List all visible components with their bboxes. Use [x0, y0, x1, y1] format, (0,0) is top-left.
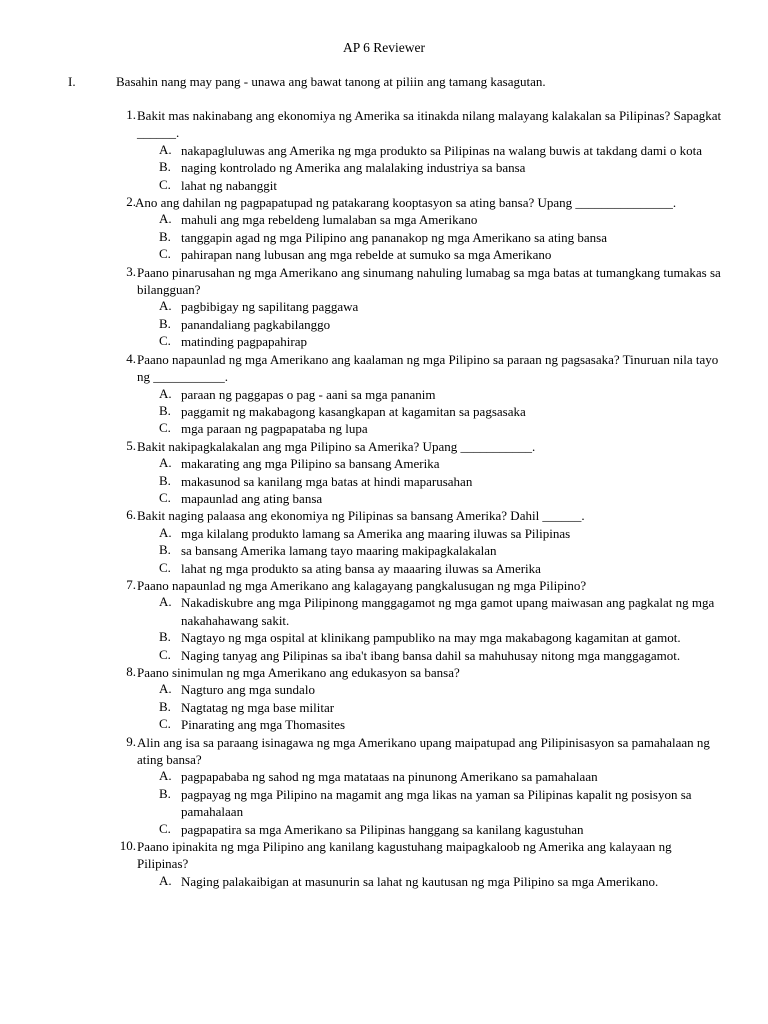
choice-letter: B. [159, 629, 171, 645]
question-number: 3. [126, 263, 136, 279]
question-item [0, 438, 768, 508]
choice-letter: B. [159, 542, 171, 558]
question-number: 1. [126, 107, 136, 122]
question-text: Alin ang isa sa paraang isinagawa ng mga Amerikano upang maipatupad ang Pilipinisasyon sa pamahalaan ng ating bansa? [137, 734, 710, 768]
choice-text: lahat ng mga produkto sa ating bansa ay maaaring iluwas sa Amerika [181, 560, 541, 576]
choice-text: mapaunlad ang ating bansa [181, 490, 323, 506]
question-text: Paano pinarusahan ng mga Amerikano ang sinumang nahuling lumabag sa mga batas at tumangkang tumakas sa bilangguan? [137, 264, 721, 298]
choice-item [0, 647, 768, 664]
question-number: 5. [126, 437, 136, 453]
choice-item [0, 298, 768, 315]
choice-letter: A. [159, 298, 172, 314]
choice-text: mga kilalang produkto lamang sa Amerika ang maaring iluwas sa Pilipinas [181, 525, 571, 541]
choice-letter: C. [159, 489, 171, 505]
choice-item [0, 473, 768, 490]
choice-letter: A. [159, 681, 172, 697]
choice-text: paggamit ng makabagong kasangkapan at kagamitan sa pagsasaka [181, 403, 526, 419]
choice-letter: C. [159, 246, 171, 262]
choice-list [0, 298, 768, 350]
choice-list [0, 455, 768, 507]
choice-item [0, 768, 768, 785]
choice-letter: B. [159, 315, 171, 331]
choice-list [0, 768, 768, 838]
choice-item [0, 681, 768, 698]
choice-text: sa bansang Amerika lamang tayo maaring makipagkalakalan [181, 543, 497, 559]
choice-letter: C. [159, 176, 171, 192]
choice-text: tanggapin agad ng mga Pilipino ang pananakop ng mga Amerikano sa ating bansa [181, 229, 608, 245]
choice-text: makarating ang mga Pilipino sa bansang Amerika [181, 456, 440, 472]
question-number: 6. [126, 507, 136, 523]
choice-item [0, 716, 768, 733]
choice-text: Pinarating ang mga Thomasites [181, 717, 346, 733]
section-numeral: I. [68, 74, 76, 89]
choice-list [0, 594, 768, 664]
choice-item [0, 142, 768, 159]
question-item [0, 194, 768, 264]
question-text: Bakit naging palaasa ang ekonomiya ng Pilipinas sa bansang Amerika? Dahil ______. [137, 508, 585, 524]
choice-text: Nagturo ang mga sundalo [181, 682, 315, 698]
question-text: Paano napaunlad ng mga Amerikano ang kalagayang pangkalusugan ng mga Pilipino? [137, 577, 587, 593]
question-item [0, 107, 768, 194]
choice-letter: B. [159, 228, 171, 244]
choice-letter: A. [159, 141, 172, 157]
choice-item [0, 629, 768, 646]
question-item [0, 664, 768, 734]
question-number: 8. [126, 664, 136, 679]
choice-text: pagpapababa ng sahod ng mga matataas na pinunong Amerikano sa pamahalaan [181, 769, 598, 785]
choice-letter: A. [159, 594, 172, 610]
question-number: 9. [126, 733, 136, 749]
choice-text: Nagtatag ng mga base militar [181, 699, 335, 715]
choice-text: Naging tanyag ang Pilipinas sa iba't ibang bansa dahil sa mahuhusay nitong mga manggagamot. [181, 647, 681, 663]
choice-text: pagpayag ng mga Pilipino na magamit ang mga likas na yaman sa Pilipinas kapalit ng posisyon sa pamahalaan [181, 786, 692, 820]
question-item [0, 577, 768, 664]
choice-letter: A. [159, 455, 172, 471]
choice-letter: A. [159, 872, 172, 888]
choice-text: matinding pagpapahirap [181, 334, 307, 350]
question-text: Paano sinimulan ng mga Amerikano ang edukasyon sa bansa? [137, 665, 460, 680]
choice-item [0, 211, 768, 228]
choice-item [0, 333, 768, 350]
question-text: Paano napaunlad ng mga Amerikano ang kaalaman ng mga Pilipino sa paraan ng pagsasaka? Tinuruan nila tayo ng ___________. [137, 351, 719, 385]
choice-letter: A. [159, 385, 172, 401]
choice-letter: C. [159, 420, 171, 436]
choice-letter: B. [159, 785, 171, 801]
choice-text: makasunod sa kanilang mga batas at hindi maparusahan [181, 473, 473, 489]
choice-item [0, 455, 768, 472]
choice-item [0, 594, 768, 629]
choice-item [0, 699, 768, 716]
choice-text: Nagtayo ng mga ospital at klinikang pampubliko na may mga makabagong kagamitan at gamot. [181, 630, 681, 646]
choice-text: nakapagluluwas ang Amerika ng mga produkto sa Pilipinas na walang buwis at takdang dami o kota [181, 142, 702, 158]
question-number: 10. [119, 838, 136, 854]
question-number: 4. [126, 350, 136, 366]
question-text: Bakit nakipagkalakalan ang mga Pilipino sa Amerika? Upang ___________. [137, 438, 536, 454]
choice-letter: B. [159, 159, 171, 175]
question-list [0, 107, 768, 890]
choice-letter: A. [159, 211, 172, 227]
choice-text: mahuli ang mga rebeldeng lumalaban sa mga Amerikano [181, 212, 478, 228]
question-item [0, 838, 768, 890]
choice-letter: B. [159, 472, 171, 488]
choice-item [0, 525, 768, 542]
question-number: 2. [126, 194, 136, 210]
choice-list [0, 681, 768, 733]
choice-list [0, 386, 768, 438]
choice-item [0, 177, 768, 194]
choice-text: Naging palakaibigan at masunurin sa lahat ng kautusan ng mga Pilipino sa mga Amerikano. [181, 873, 659, 889]
choice-item [0, 542, 768, 559]
choice-letter: B. [159, 402, 171, 418]
choice-item [0, 316, 768, 333]
choice-item [0, 246, 768, 263]
choice-item [0, 821, 768, 838]
section-instruction: Basahin nang may pang - unawa ang bawat tanong at piliin ang tamang kasagutan. [116, 74, 546, 89]
question-text: Ano ang dahilan ng pagpapatupad ng patakarang kooptasyon sa ating bansa? Upang _______________. [135, 195, 677, 211]
choice-item [0, 490, 768, 507]
question-text: Bakit mas nakinabang ang ekonomiya ng Amerika sa itinakda nilang malayang kalakalan sa Pilipinas? Sapagkat ______. [137, 108, 722, 141]
choice-item [0, 420, 768, 437]
choice-text: mga paraan ng pagpapataba ng lupa [181, 421, 368, 437]
choice-item [0, 873, 768, 890]
choice-text: lahat ng nabanggit [181, 177, 278, 193]
question-item [0, 734, 768, 838]
choice-letter: C. [159, 559, 171, 575]
choice-text: panandaliang pagkabilanggo [181, 316, 331, 332]
choice-text: paraan ng paggapas o pag - aani sa mga pananim [181, 386, 436, 402]
choice-item [0, 786, 768, 821]
choice-text: Nakadiskubre ang mga Pilipinong manggagamot ng mga gamot upang maiwasan ang pagkalat ng mga nakahahawang sakit. [181, 595, 715, 628]
choice-letter: C. [159, 646, 171, 662]
question-item [0, 351, 768, 438]
choice-text: pagpapatira sa mga Amerikano sa Pilipinas hanggang sa kanilang kagustuhan [181, 821, 584, 837]
question-text: Paano ipinakita ng mga Pilipino ang kanilang kagustuhang maipagkaloob ng Amerika ang kalayaan ng Pilipinas? [137, 839, 672, 872]
choice-item [0, 159, 768, 176]
choice-list [0, 211, 768, 263]
question-item [0, 264, 768, 351]
choice-letter: A. [159, 524, 172, 540]
choice-letter: B. [159, 698, 171, 714]
choice-text: naging kontrolado ng Amerika ang malalaking industriya sa bansa [181, 160, 526, 176]
choice-letter: A. [159, 768, 172, 784]
choice-item [0, 229, 768, 246]
question-number: 7. [126, 576, 136, 592]
choice-item [0, 403, 768, 420]
document-title: AP 6 Reviewer [343, 40, 425, 55]
choice-letter: C. [159, 333, 171, 349]
choice-item [0, 386, 768, 403]
question-item [0, 507, 768, 577]
choice-list [0, 525, 768, 577]
choice-text: pagbibigay ng sapilitang paggawa [181, 299, 359, 315]
choice-list [0, 873, 768, 890]
choice-letter: C. [159, 716, 171, 732]
choice-text: pahirapan nang lubusan ang mga rebelde at sumuko sa mga Amerikano [181, 247, 552, 263]
choice-list [0, 142, 768, 194]
choice-letter: C. [159, 820, 171, 836]
choice-item [0, 560, 768, 577]
